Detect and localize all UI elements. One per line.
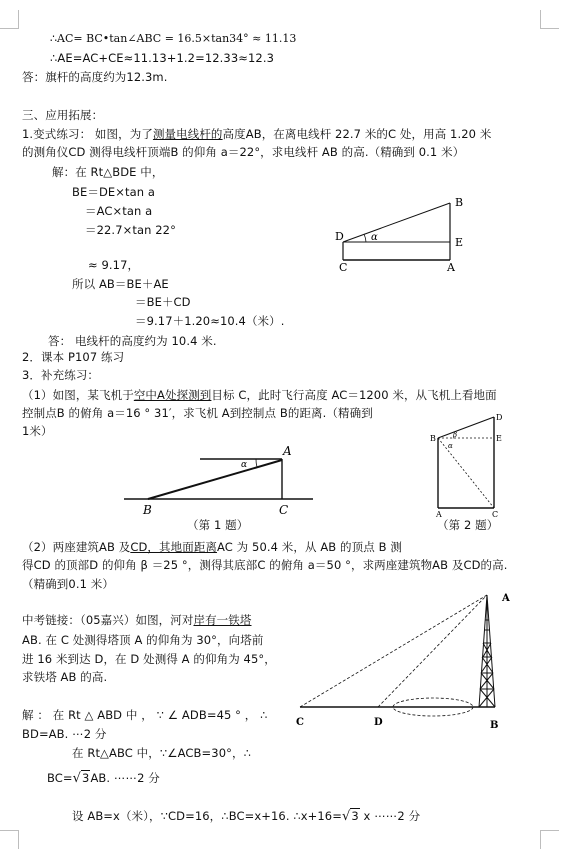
exercise-2-line-1-post: AC 为 50.4 米，从 AB 的顶点 B 测 bbox=[217, 540, 402, 554]
solution-1-line-7: ＝BE＋CD bbox=[135, 295, 191, 309]
fig2-angle-arc bbox=[256, 459, 257, 467]
problem-1-line-1-pre: 1.变式练习： 如图，为了 bbox=[22, 127, 153, 141]
exercise-2-line-1-underlined: CD，其地面距离 bbox=[130, 540, 218, 554]
exam-link-line-4: 求铁塔 AB 的高. bbox=[22, 670, 108, 684]
corner-mark-top-right bbox=[540, 10, 559, 29]
fig3-line-bd bbox=[438, 417, 494, 438]
exercise-1-line-1 bbox=[22, 390, 497, 402]
fig2-sight-line-ab bbox=[148, 460, 282, 499]
exam-solution-line-4 bbox=[47, 772, 160, 785]
figure-plane-diagram bbox=[118, 440, 318, 520]
corner-mark-bottom-left bbox=[0, 830, 19, 849]
sqrt-radicand: 3 bbox=[82, 771, 90, 785]
fig1-angle-arc bbox=[364, 234, 366, 242]
exercise-1-line-1-post: 目标 C，此时飞行高度 AC＝1200 米，从飞机上看地面 bbox=[211, 388, 497, 402]
fig1-label-c: C bbox=[339, 261, 348, 272]
fig3-label-d: D bbox=[496, 413, 503, 422]
answer-flagpole: 答：旗杆的高度约为12.3m. bbox=[22, 70, 168, 84]
fig2-label-c: C bbox=[279, 503, 289, 517]
exam-solution-line-2: BD=AB. ⋯2 分 bbox=[22, 727, 107, 741]
exercise-1-line-3: 1米） bbox=[22, 424, 53, 438]
fig1-label-alpha: α bbox=[371, 232, 378, 243]
exam-solution-line-4-pre: BC= bbox=[47, 771, 73, 785]
corner-mark-top-left bbox=[0, 10, 19, 29]
sqrt-symbol: √3 bbox=[72, 771, 90, 786]
fig2-label-a: A bbox=[283, 444, 292, 458]
exercise-2-line-2: 得CD 的顶部D 的仰角 β ＝25 °，测得其底部C 的俯角 a＝50 °，求两座建筑物AB 及CD的高. bbox=[22, 558, 508, 572]
solution-1-answer: 答： 电线杆的高度约为 10.4 米. bbox=[48, 334, 217, 348]
exam-link-line-2: AB. 在 C 处测得塔顶 A 的仰角为 30°，向塔前 bbox=[22, 633, 264, 647]
figure-buildings-diagram bbox=[428, 408, 508, 518]
exam-solution-line-5 bbox=[72, 810, 420, 823]
figure-tower-diagram bbox=[290, 585, 520, 730]
fig1-label-b: B bbox=[455, 196, 464, 209]
caption-figure-1: （第 1 题） bbox=[187, 518, 249, 532]
fig1-line-db bbox=[343, 203, 450, 242]
exam-link-line-3: 进 16 米到达 D，在 D 处测得 A 的仰角为 45°， bbox=[22, 652, 276, 666]
exam-link-line-1 bbox=[22, 615, 251, 627]
fig2-label-b: B bbox=[143, 503, 152, 517]
sqrt-symbol: √3 bbox=[341, 809, 359, 824]
fig3-label-alpha: α bbox=[448, 442, 453, 450]
section-heading: 三、应用拓展： bbox=[22, 108, 104, 122]
fig4-label-c: C bbox=[296, 717, 304, 728]
exercise-1-line-1-pre: （1）如图，某飞机于 bbox=[22, 388, 134, 402]
exam-solution-line-3: 在 Rt△ABC 中，∵∠ACB=30°，∴ bbox=[72, 746, 251, 760]
item-2: 2．课本 P107 练习 bbox=[22, 350, 125, 364]
solution-1-line-1: 解：在 Rt△BDE 中， bbox=[52, 165, 164, 179]
problem-1-line-2: 的测角仪CD 测得电线杆顶端B 的仰角 a＝22°，求电线杆 AB 的高.（精确到 0.1 米） bbox=[22, 145, 465, 159]
exam-solution-line-1: 解 ： 在 Rt △ ABD 中 ， ∵ ∠ ADB=45 ° ， ∴ bbox=[22, 708, 268, 722]
fig4-sight-line-da bbox=[378, 595, 487, 707]
fig4-sight-line-ca bbox=[300, 595, 487, 707]
fig3-line-bc bbox=[438, 438, 494, 508]
fig3-label-e: E bbox=[496, 434, 502, 443]
solution-1-line-5: ≈ 9.17， bbox=[88, 258, 140, 272]
fig4-label-d: D bbox=[374, 717, 383, 728]
corner-mark-bottom-right bbox=[540, 830, 559, 849]
fig3-label-a: A bbox=[436, 510, 442, 518]
figure-pole-diagram bbox=[330, 190, 480, 272]
problem-1-line-1-post: 高度AB，在离电线杆 22.7 米的C 处，用高 1.20 米 bbox=[222, 127, 492, 141]
fig1-label-e: E bbox=[455, 236, 464, 249]
exam-solution-line-4-post: AB. ⋯⋯2 分 bbox=[90, 771, 160, 785]
exercise-1-line-2: 控制点B 的俯角 a＝16 ° 31′，求飞机 A到控制点 B的距离.（精确到 bbox=[22, 406, 373, 420]
solution-1-line-6: 所以 AB＝BE＋AE bbox=[72, 277, 169, 291]
equation-ac: ∴AC= BC•tan∠ABC = 16.5×tan34° ≈ 11.13 bbox=[50, 32, 297, 45]
problem-1-line-1-underlined: 测量电线杆的 bbox=[152, 127, 223, 141]
solution-1-line-8: ＝9.17＋1.20≈10.4（米）. bbox=[135, 314, 285, 328]
exam-link-line-1-pre: 中考链接：（05嘉兴）如图，河对 bbox=[22, 613, 194, 627]
exam-solution-line-5-post: x ⋯⋯2 分 bbox=[359, 809, 421, 823]
fig4-label-a: A bbox=[502, 593, 510, 604]
sqrt-radicand: 3 bbox=[351, 809, 359, 823]
fig3-label-beta: β bbox=[453, 431, 458, 439]
exam-link-line-1-underlined: 岸有一铁塔 bbox=[193, 613, 252, 627]
fig3-label-b: B bbox=[430, 434, 436, 443]
exercise-1-line-1-underlined: 空中A处探测到 bbox=[133, 388, 212, 402]
caption-figure-2: （第 2 题） bbox=[437, 518, 499, 532]
solution-1-line-3: ＝AC×tan a bbox=[85, 204, 153, 218]
solution-1-line-4: ＝22.7×tan 22° bbox=[85, 223, 176, 237]
exercise-2-line-1 bbox=[22, 542, 402, 554]
fig4-tower bbox=[479, 595, 495, 707]
fig1-label-d: D bbox=[335, 230, 344, 243]
problem-1-line-1 bbox=[22, 129, 491, 141]
fig2-label-alpha: α bbox=[241, 460, 248, 470]
item-3: 3．补充练习： bbox=[22, 368, 100, 382]
fig4-label-b: B bbox=[490, 720, 499, 730]
solution-1-line-2: BE＝DE×tan a bbox=[72, 185, 156, 199]
exercise-2-line-1-pre: （2）两座建筑AB 及 bbox=[22, 540, 131, 554]
fig1-label-a: A bbox=[447, 261, 455, 272]
exercise-2-line-3: （精确到0.1 米） bbox=[22, 577, 114, 591]
exam-solution-line-5-pre: 设 AB=x（米），∵CD=16，∴BC=x+16. ∴x+16= bbox=[72, 809, 342, 823]
equation-ae: ∴AE=AC+CE≈11.13+1.2=12.33≈12.3 bbox=[50, 51, 274, 65]
fig3-label-c: C bbox=[492, 510, 499, 518]
